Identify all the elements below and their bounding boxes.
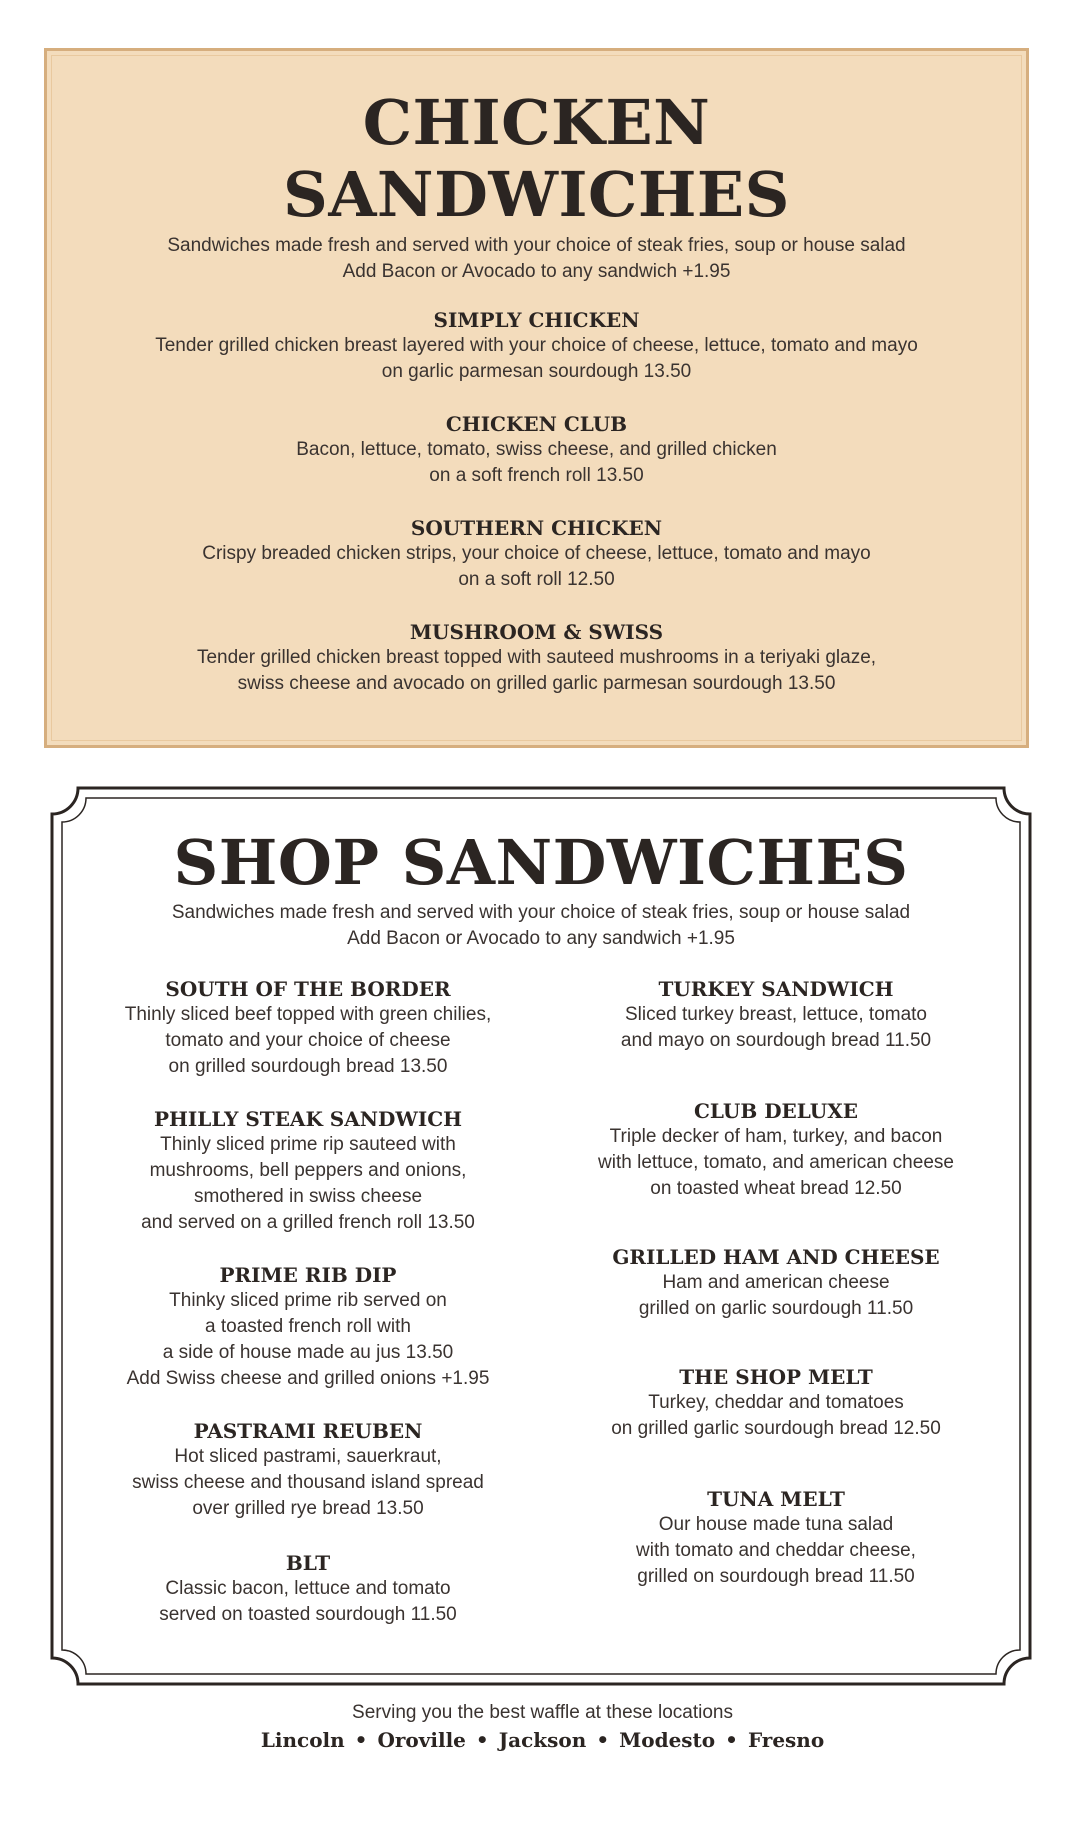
menu-item-south-of-the-border — [78, 976, 538, 1080]
menu-item-club-deluxe — [546, 1098, 1006, 1202]
shop-intro — [50, 900, 1032, 952]
item-desc-line: with tomato and cheddar cheese, — [636, 1540, 916, 1561]
item-name: PASTRAMI REUBEN — [193, 1419, 423, 1443]
item-name: SOUTHERN CHICKEN — [410, 516, 663, 540]
item-desc-line: Thinky sliced prime rib served on — [169, 1290, 447, 1311]
item-desc-line: Crispy breaded chicken strips, your choice of cheese, lettuce, tomato and mayo — [202, 543, 871, 564]
item-name: THE SHOP MELT — [679, 1365, 873, 1389]
item-name: GRILLED HAM AND CHEESE — [612, 1245, 940, 1269]
menu-item-southern-chicken — [47, 515, 1026, 593]
location-oroville: Oroville — [377, 1728, 466, 1752]
item-desc-line: Hot sliced pastrami, sauerkraut, — [174, 1446, 442, 1467]
item-name: MUSHROOM & SWISS — [409, 620, 664, 644]
item-name: TURKEY SANDWICH — [658, 977, 894, 1001]
chicken-intro-line1: Sandwiches made fresh and served with your choice of steak fries, soup or house salad — [167, 235, 906, 256]
item-desc-line: Thinly sliced beef topped with green chilies, — [124, 1004, 492, 1025]
item-desc-line: Tender grilled chicken breast topped with sauteed mushrooms in a teriyaki glaze, — [196, 647, 877, 668]
item-desc-line: served on toasted sourdough 11.50 — [159, 1604, 457, 1625]
item-desc-line: Classic bacon, lettuce and tomato — [165, 1578, 451, 1599]
menu-item-philly-steak — [78, 1106, 538, 1236]
item-name: CHICKEN CLUB — [445, 412, 628, 436]
menu-item-tuna-melt — [546, 1486, 1006, 1590]
location-jackson: Jackson — [498, 1728, 587, 1752]
shop-title: SHOP SANDWICHES — [173, 826, 909, 899]
item-desc-line: grilled on garlic sourdough 11.50 — [638, 1298, 914, 1319]
menu-item-blt — [78, 1550, 538, 1628]
item-desc-line: on grilled garlic sourdough bread 12.50 — [611, 1418, 941, 1439]
item-desc-line: Sliced turkey breast, lettuce, tomato — [624, 1004, 928, 1025]
item-desc-line: mushrooms, bell peppers and onions, — [149, 1160, 467, 1181]
separator-dot: • — [354, 1728, 368, 1752]
item-name: TUNA MELT — [707, 1487, 845, 1511]
menu-item-the-shop-melt — [546, 1364, 1006, 1442]
item-desc-line: and mayo on sourdough bread 11.50 — [620, 1030, 932, 1051]
menu-item-simply-chicken — [47, 307, 1026, 385]
chicken-intro — [47, 233, 1026, 285]
item-desc-line: on grilled sourdough bread 13.50 — [168, 1056, 448, 1077]
chicken-title-line2: SANDWICHES — [283, 158, 790, 231]
menu-item-pastrami-reuben — [78, 1418, 538, 1522]
chicken-intro-line2: Add Bacon or Avocado to any sandwich +1.95 — [342, 261, 731, 282]
shop-sandwiches-section — [50, 786, 1032, 1686]
item-name: SIMPLY CHICKEN — [433, 308, 640, 332]
item-desc-line: on garlic parmesan sourdough 13.50 — [381, 361, 692, 382]
chicken-sandwiches-section — [44, 48, 1029, 748]
item-name: CLUB DELUXE — [694, 1099, 858, 1123]
menu-item-mushroom-swiss — [47, 619, 1026, 697]
item-desc-line: Turkey, cheddar and tomatoes — [648, 1392, 904, 1413]
shop-intro-line1: Sandwiches made fresh and served with your choice of steak fries, soup or house salad — [171, 902, 911, 923]
item-desc-line: Add Swiss cheese and grilled onions +1.95 — [126, 1368, 490, 1389]
item-desc-line: Bacon, lettuce, tomato, swiss cheese, and grilled chicken — [296, 439, 777, 460]
item-desc-line: Our house made tuna salad — [658, 1514, 894, 1535]
location-fresno: Fresno — [747, 1728, 825, 1752]
item-desc-line: with lettuce, tomato, and american cheese — [598, 1152, 954, 1173]
item-desc-line: smothered in swiss cheese — [193, 1186, 423, 1207]
shop-intro-line2: Add Bacon or Avocado to any sandwich +1.95 — [347, 928, 735, 949]
item-desc-line: Triple decker of ham, turkey, and bacon — [609, 1126, 943, 1147]
item-desc-line: Ham and american cheese — [662, 1272, 890, 1293]
chicken-title-line1: CHICKEN — [362, 86, 711, 159]
footer-tagline: Serving you the best waffle at these locations — [352, 1702, 733, 1723]
location-modesto: Modesto — [619, 1728, 716, 1752]
menu-item-turkey-sandwich — [546, 976, 1006, 1054]
item-name: PHILLY STEAK SANDWICH — [153, 1107, 463, 1131]
separator-dot: • — [725, 1728, 738, 1752]
menu-item-chicken-club — [47, 411, 1026, 489]
chicken-title — [47, 87, 1026, 231]
item-name: SOUTH OF THE BORDER — [165, 977, 451, 1001]
menu-item-grilled-ham-and-cheese — [546, 1244, 1006, 1322]
item-desc-line: a toasted french roll with — [205, 1316, 411, 1337]
item-desc-line: swiss cheese and thousand island spread — [132, 1472, 484, 1493]
item-desc-line: Tender grilled chicken breast layered with your choice of cheese, lettuce, tomato and mayo — [155, 335, 918, 356]
item-desc-line: on a soft roll 12.50 — [458, 569, 615, 590]
item-name: BLT — [285, 1551, 331, 1575]
item-desc-line: Thinly sliced prime rip sauteed with — [160, 1134, 456, 1155]
menu-item-prime-rib-dip — [78, 1262, 538, 1392]
locations-footer — [0, 1700, 1085, 1754]
locations-list — [0, 1726, 1085, 1754]
item-desc-line: grilled on sourdough bread 11.50 — [637, 1566, 915, 1587]
item-desc-line: over grilled rye bread 13.50 — [192, 1498, 424, 1519]
item-desc-line: on toasted wheat bread 12.50 — [650, 1178, 902, 1199]
separator-dot: • — [475, 1728, 489, 1752]
item-desc-line: tomato and your choice of cheese — [165, 1030, 451, 1051]
item-desc-line: and served on a grilled french roll 13.50 — [141, 1212, 475, 1233]
item-desc-line: a side of house made au jus 13.50 — [162, 1342, 454, 1363]
item-name: PRIME RIB DIP — [219, 1263, 397, 1287]
item-desc-line: on a soft french roll 13.50 — [429, 465, 644, 486]
location-lincoln: Lincoln — [260, 1728, 345, 1752]
item-desc-line: swiss cheese and avocado on grilled garlic parmesan sourdough 13.50 — [237, 673, 836, 694]
separator-dot: • — [596, 1728, 610, 1752]
